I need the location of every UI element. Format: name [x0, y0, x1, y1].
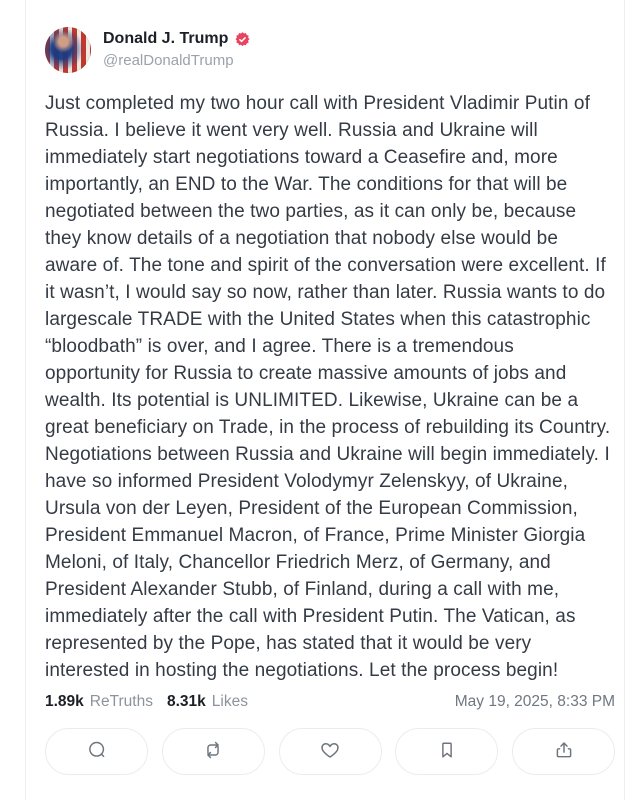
action-bar [45, 728, 615, 775]
share-arrow-icon [553, 739, 575, 764]
author-name[interactable]: Donald J. Trump [103, 30, 229, 47]
bookmark-icon [436, 739, 458, 764]
chat-bubble-icon [86, 739, 108, 764]
heart-icon [319, 739, 341, 764]
bookmark-button[interactable] [395, 728, 498, 775]
post-header [45, 27, 610, 73]
retruths-label: ReTruths [89, 693, 153, 710]
author-block [103, 27, 251, 69]
reply-button[interactable] [45, 728, 148, 775]
author-handle[interactable]: @realDonaldTrump [103, 52, 234, 69]
likes-label: Likes [211, 693, 248, 710]
engagement-stats [45, 693, 256, 711]
post-body: Just completed my two hour call with President Vladimir Putin of Russia. I believe it went very well. Russia and Ukraine will immediately start negotiations toward a Ceasefire and, more importantly, an END to the War. The conditions for that will be negotiated between the two parties, as it can only be, because they know details of a negotiation that nobody else would be aware of. The tone and spirit of the conversation were excellent. If it wasn’t, I would say so now, rather than later. Russia wants to do largescale TRADE with the United States when this catastrophic “bloodbath” is over, and I agree. There is a tremendous opportunity for Russia to create massive amounts of jobs and wealth. Its potential is UNLIMITED. Likewise, Ukraine can be a great beneficiary on Trade, in the process of rebuilding its Country. Negotiations between Russia and Ukraine will begin immediately. I have so informed President Volodymyr Zelenskyy, of Ukraine, Ursula von der Leyen, President of the European Commission, President Emmanuel Macron, of France, Prime Minister Giorgia Meloni, of Italy, Chancellor Friedrich Merz, of Germany, and President Alexander Stubb, of Finland, during a call with me, immediately after the call with President Putin. The Vatican, as represented by the Pope, has stated that it would be very interested in hosting the negotiations. Let the process begin! [45, 93, 611, 681]
likes-count[interactable]: 8.31k [166, 693, 206, 710]
verified-badge-icon [234, 31, 251, 48]
retruths-count[interactable]: 1.89k [45, 693, 84, 710]
post-timestamp: May 19, 2025, 8:33 PM [454, 693, 615, 710]
like-button[interactable] [279, 728, 382, 775]
retruth-button[interactable] [162, 728, 265, 775]
avatar[interactable] [45, 27, 91, 73]
stats-row [45, 693, 615, 711]
repeat-arrows-icon [202, 739, 224, 764]
post-card [25, 0, 625, 800]
share-button[interactable] [512, 728, 615, 775]
